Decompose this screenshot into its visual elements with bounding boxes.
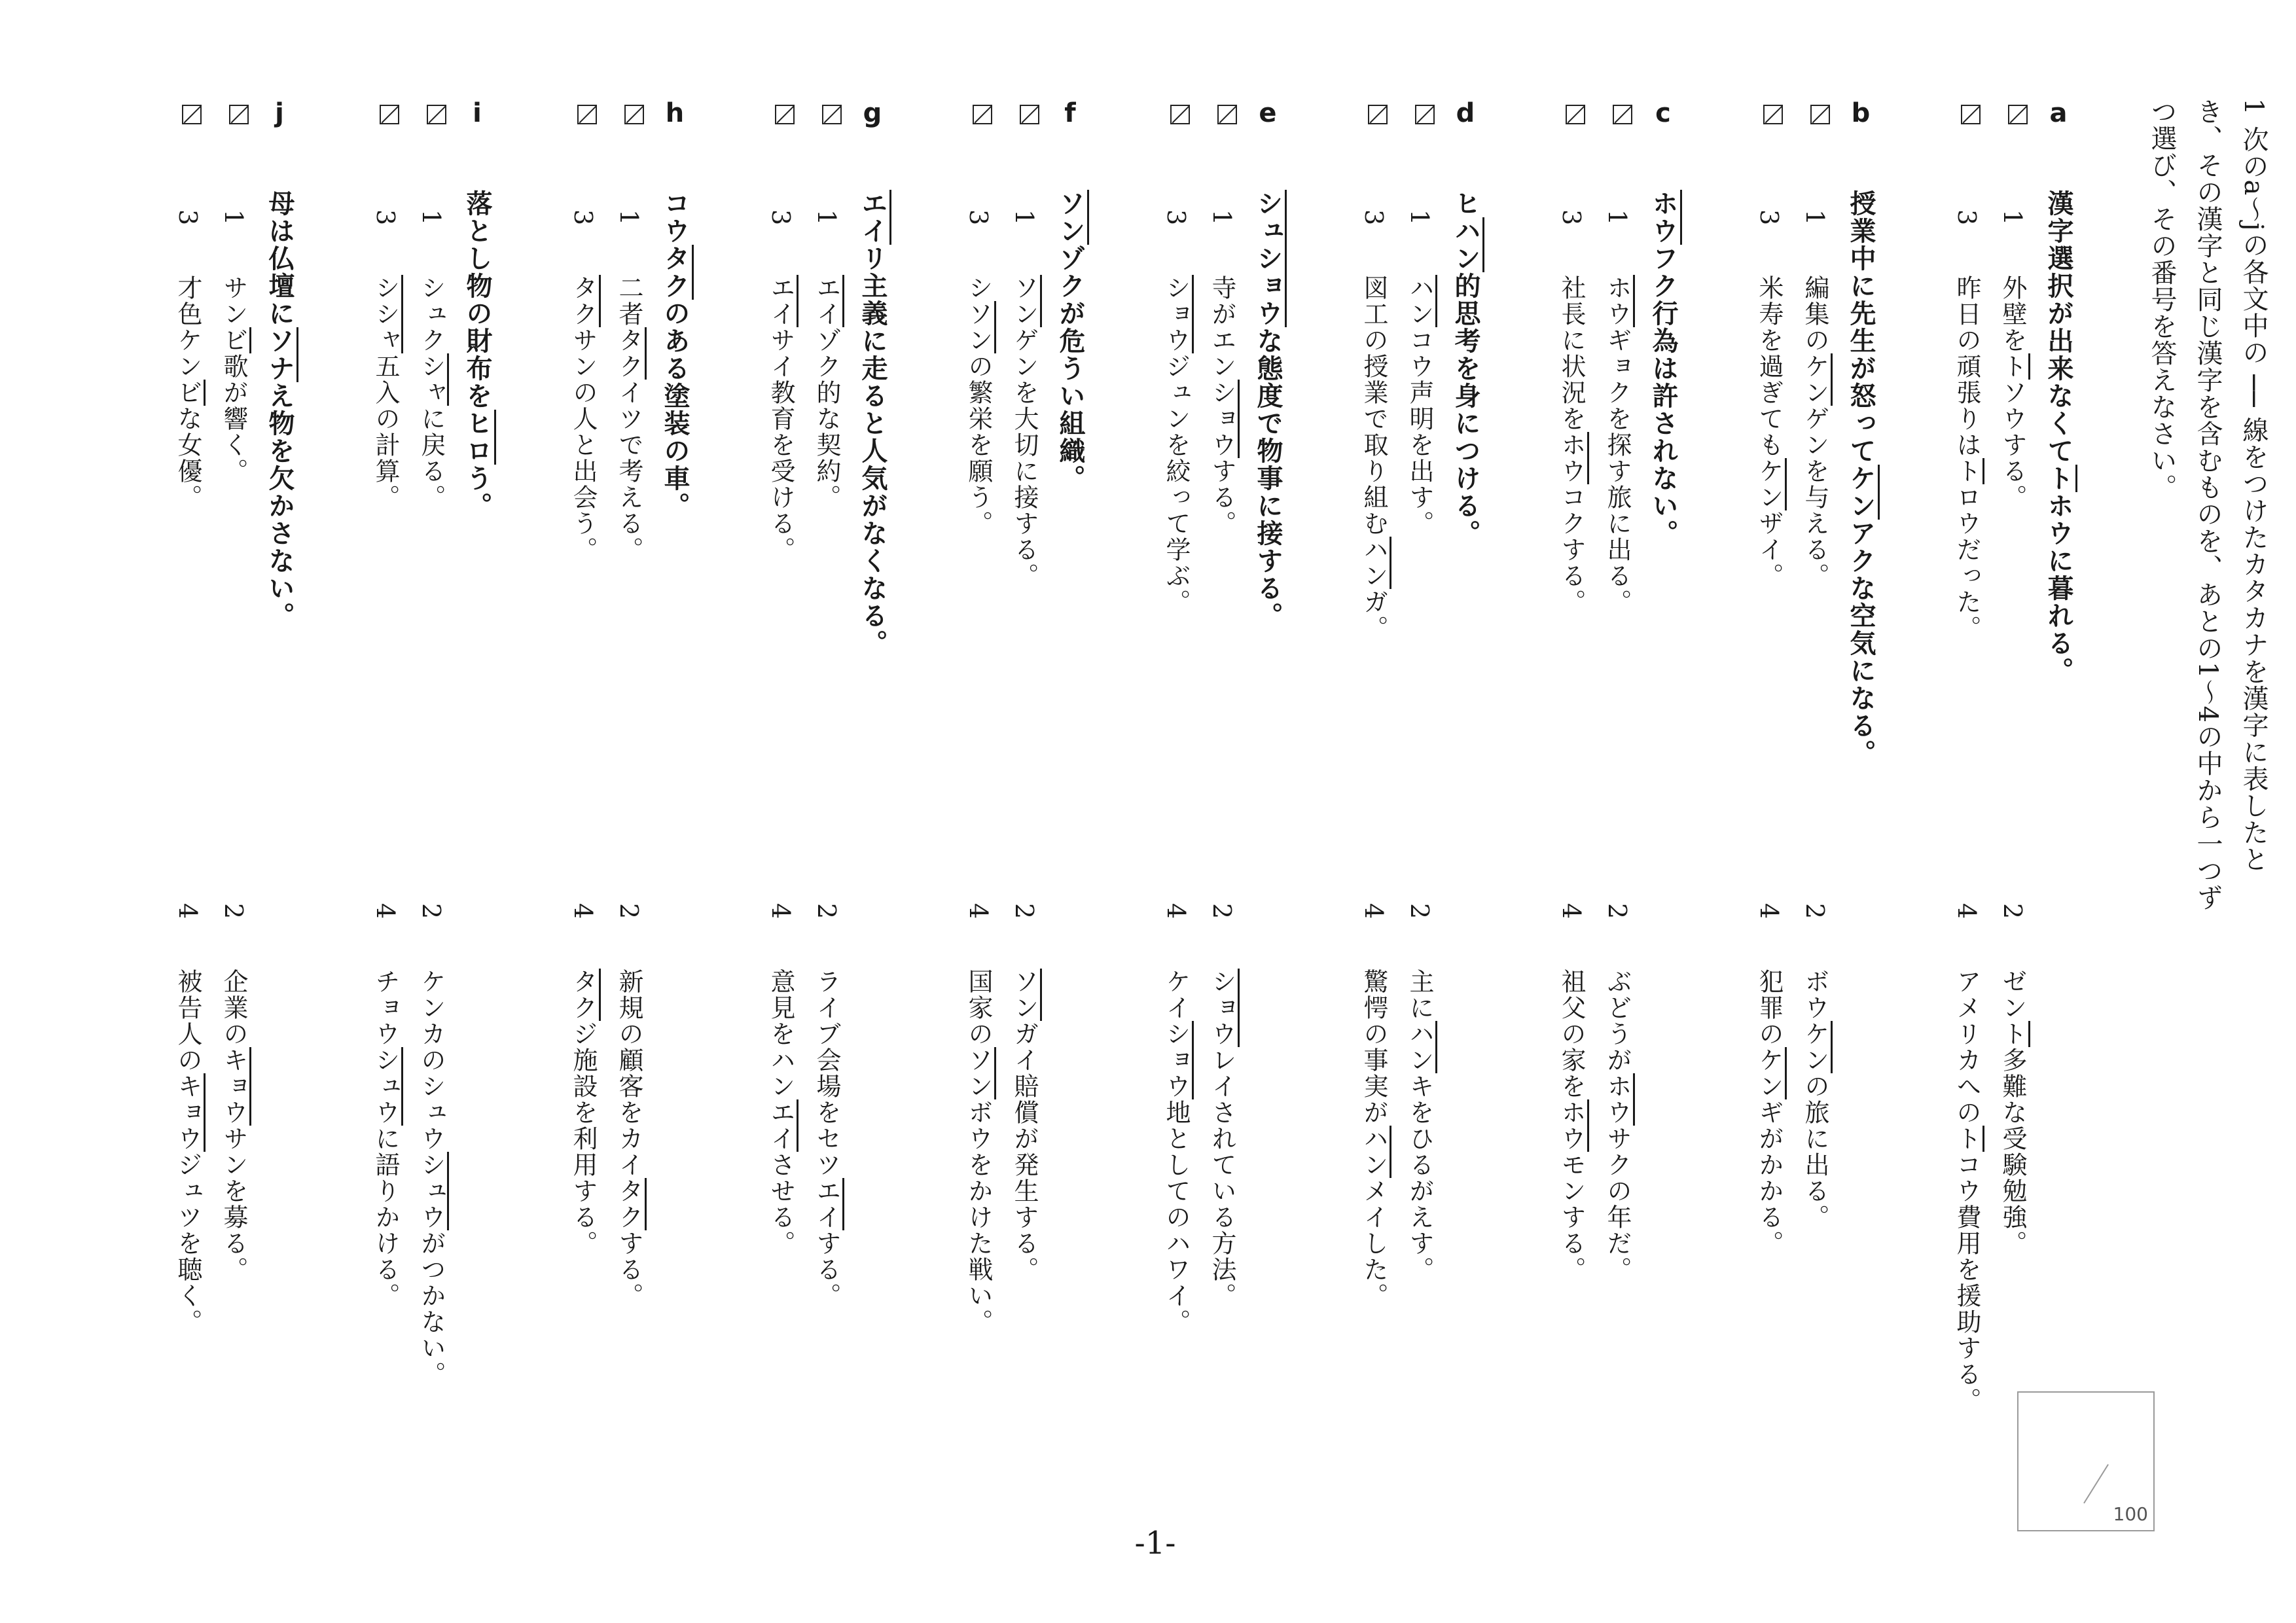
option-text: する。	[1208, 458, 1236, 537]
underlined-katakana: ソン	[1010, 969, 1042, 1021]
option-1[interactable]	[1588, 209, 1634, 798]
underlined-katakana: ハン	[1405, 275, 1437, 327]
options	[521, 209, 691, 1453]
question-header	[441, 98, 493, 183]
question-number: 1	[2238, 98, 2269, 116]
option-3[interactable]	[1937, 209, 1983, 798]
check-box-2[interactable]	[1566, 105, 1585, 124]
option-number: 2	[1405, 903, 1434, 921]
underlined-katakana: ビ	[219, 327, 251, 353]
score-max: 100	[2113, 1503, 2148, 1525]
underlined-katakana: ケン	[1755, 1047, 1787, 1099]
option-text: ソウする。	[1998, 380, 2027, 511]
underlined-katakana: エイ	[766, 275, 798, 327]
option-number: 4	[1162, 903, 1191, 921]
stem-text: 漢字選択が出来なくて	[2043, 190, 2074, 465]
question-header	[1429, 98, 1482, 183]
question-j	[126, 98, 296, 1407]
option-number: 2	[1208, 903, 1236, 921]
option-text: ジュツを聴く。	[173, 1152, 202, 1336]
option-text: に語りかける。	[371, 1126, 400, 1310]
option-text: 社長に状況を	[1557, 275, 1586, 433]
underlined-katakana: ソン	[964, 301, 996, 353]
option-text: アメリカへの	[1952, 969, 1981, 1126]
question-header	[243, 98, 296, 183]
stem-text: 母は仏壇に	[264, 190, 295, 327]
stem-text: アクな空気になる。	[1846, 520, 1876, 767]
option-1[interactable]	[1785, 209, 1831, 798]
option-text: 被告人の	[173, 969, 202, 1074]
option-number: 1	[1010, 209, 1039, 227]
stem-text: 落とし物の財布を	[462, 190, 493, 410]
stem-text: う。	[462, 465, 493, 520]
option-text: 歌が響く。	[219, 353, 248, 485]
option-text: サクの年だ。	[1603, 1126, 1632, 1283]
option-number: 3	[371, 209, 400, 227]
option-text: ゾク的な契約。	[812, 327, 841, 511]
option-4[interactable]	[1542, 903, 1588, 1492]
option-3[interactable]	[158, 209, 204, 798]
check-box-2[interactable]	[1763, 105, 1783, 124]
underlined-katakana: タク	[569, 969, 601, 1021]
question-letter: i	[473, 98, 482, 128]
option-number: 3	[569, 209, 598, 227]
underlined-katakana: ハン	[1359, 537, 1391, 589]
question-c	[1509, 98, 1679, 1407]
option-3[interactable]	[751, 209, 797, 798]
option-text: 企業の	[219, 969, 248, 1048]
underlined-katakana: タク	[569, 275, 601, 327]
option-number: 2	[1998, 903, 2027, 921]
option-3[interactable]	[1147, 209, 1193, 798]
option-text: させる。	[766, 1152, 795, 1257]
option-text: 国家の	[964, 969, 993, 1048]
underlined-katakana: ハン	[1359, 1126, 1391, 1178]
question-d	[1312, 98, 1482, 1407]
underlined-katakana: エイ	[812, 1178, 844, 1230]
option-text: シ	[964, 275, 993, 302]
question-i	[323, 98, 493, 1407]
underlined-katakana: ショウ	[1162, 1021, 1194, 1099]
option-3[interactable]	[1344, 209, 1390, 798]
option-number: 3	[173, 209, 202, 227]
option-number: 1	[1998, 209, 2027, 227]
option-2[interactable]	[995, 903, 1041, 1492]
question-letter: f	[1064, 98, 1076, 128]
option-text: ライブ会場をセツ	[812, 969, 841, 1179]
stem-text: フク行為は許されない。	[1648, 245, 1679, 547]
option-text: 米寿を過ぎても	[1755, 275, 1784, 459]
option-text: メイした。	[1359, 1178, 1388, 1310]
option-number: 2	[1010, 903, 1039, 921]
underlined-katakana: ケン	[1846, 465, 1880, 520]
option-number: 1	[1208, 209, 1236, 227]
underlined-katakana: ハン	[1405, 1021, 1437, 1073]
check-box-1[interactable]	[1415, 105, 1435, 124]
question-header	[2022, 98, 2075, 183]
option-text: コクする。	[1557, 484, 1586, 616]
underlined-katakana: ホウ	[1648, 190, 1682, 245]
underlined-katakana: シャ	[417, 353, 449, 406]
option-text: チョウ	[371, 969, 400, 1048]
question-g	[719, 98, 889, 1407]
option-text: レイされている方法。	[1208, 1047, 1236, 1310]
question-letter: e	[1259, 98, 1277, 128]
check-box-1[interactable]	[1217, 105, 1237, 124]
underlined-katakana: シュウ	[371, 1047, 403, 1126]
option-text: 驚愕の事実が	[1359, 969, 1388, 1126]
option-text: な女優。	[173, 406, 202, 511]
question-b	[1707, 98, 1877, 1407]
option-2[interactable]	[1588, 903, 1634, 1492]
option-number: 2	[219, 903, 248, 921]
option-number: 4	[1755, 903, 1784, 921]
check-box-2[interactable]	[775, 105, 795, 124]
underlined-katakana: ソン	[964, 1047, 996, 1099]
instruction-text: 次のa～jの各文中の ── 線をつけたカタカナを漢字に表したとき、その漢字と同じ漢字を含むものを、あとの1～4の中から一つずつ選び、その番号を答えなさい。	[2147, 98, 2269, 911]
option-number: 3	[1755, 209, 1784, 227]
check-box-1[interactable]	[427, 105, 446, 124]
underlined-katakana: シュウ	[417, 1152, 449, 1230]
option-text: ゲンを大切に接する。	[1010, 327, 1039, 590]
underlined-katakana: ヒロ	[462, 410, 496, 465]
option-number: 3	[964, 209, 993, 227]
option-text: 犯罪の	[1755, 969, 1784, 1048]
option-2[interactable]	[1785, 903, 1831, 1492]
check-box-2[interactable]	[973, 105, 992, 124]
option-text: 多難な受験勉強。	[1998, 1047, 2027, 1257]
option-text: ギョクを探す旅に出る。	[1603, 327, 1632, 616]
option-1[interactable]	[1983, 209, 2029, 798]
option-text: ゼン	[1998, 969, 2027, 1022]
option-text: ゲンを与える。	[1801, 406, 1829, 590]
question-h	[521, 98, 691, 1407]
underlined-katakana: ホウ	[1557, 432, 1589, 484]
option-number: 2	[417, 903, 446, 921]
underlined-katakana: キョウ	[173, 1073, 206, 1152]
check-box-1[interactable]	[624, 105, 644, 124]
option-4[interactable]	[1937, 903, 1983, 1492]
option-text: 祖父の家を	[1557, 969, 1586, 1100]
option-text: に戻る。	[417, 406, 446, 511]
option-text: ケイ	[1162, 969, 1191, 1022]
underlined-katakana: ト	[1998, 353, 2030, 380]
options	[1312, 209, 1482, 1453]
question-f	[916, 98, 1086, 1407]
option-number: 1	[417, 209, 446, 227]
option-4[interactable]	[1740, 903, 1785, 1492]
stem-text: え物を欠かさない。	[264, 382, 295, 630]
stem-text: リ主義に走ると人気がなくなる。	[857, 245, 888, 657]
option-number: 3	[1952, 209, 1981, 227]
option-number: 2	[1603, 903, 1632, 921]
option-4[interactable]	[1147, 903, 1193, 1492]
option-1[interactable]	[797, 209, 843, 798]
option-text: ジ施設を利用する。	[569, 1021, 598, 1257]
check-box-1[interactable]	[2008, 105, 2028, 124]
option-number: 1	[1405, 209, 1434, 227]
option-number: 1	[1801, 209, 1829, 227]
option-text: ボウをかけた戦い。	[964, 1099, 993, 1336]
option-text: シュク	[417, 275, 446, 354]
option-text: 昨日の頑張りは	[1952, 275, 1981, 459]
option-1[interactable]	[204, 209, 250, 798]
option-text: コウ声明を出す。	[1405, 327, 1434, 537]
check-box-2[interactable]	[577, 105, 597, 124]
underlined-katakana: ソナ	[264, 327, 298, 382]
stem-text: ヒ	[1450, 190, 1481, 217]
option-number: 3	[1557, 209, 1586, 227]
option-text: キをひるがえす。	[1405, 1073, 1434, 1283]
options	[323, 209, 493, 1453]
underlined-katakana: シュショウ	[1253, 190, 1287, 327]
option-text: 五入の計算。	[371, 353, 400, 511]
option-3[interactable]	[1740, 209, 1785, 798]
option-text: 才色ケン	[173, 275, 202, 380]
underlined-katakana: タク	[660, 245, 694, 300]
question-a	[1905, 98, 2075, 1414]
option-text: サン	[219, 275, 248, 328]
option-text: する。	[615, 1230, 643, 1310]
option-number: 1	[812, 209, 841, 227]
option-1[interactable]	[1193, 209, 1238, 798]
option-number: 2	[1801, 903, 1829, 921]
option-number: 4	[173, 903, 202, 921]
option-number: 1	[219, 209, 248, 227]
question-letter: h	[665, 98, 685, 128]
question-letter: d	[1456, 98, 1475, 128]
option-1[interactable]	[402, 209, 448, 798]
page-number: -1-	[1134, 1525, 1176, 1561]
option-4[interactable]	[158, 903, 204, 1492]
question-header	[1232, 98, 1284, 183]
stem-text: ゾクが危うい組織。	[1055, 245, 1086, 492]
option-text: 主に	[1405, 969, 1434, 1022]
underlined-katakana: ホウ	[1603, 275, 1635, 327]
option-4[interactable]	[356, 903, 402, 1492]
option-2[interactable]	[402, 903, 448, 1492]
option-text: 外壁を	[1998, 275, 2027, 354]
option-3[interactable]	[1542, 209, 1588, 798]
option-text: サンの人と出会う。	[569, 327, 598, 563]
underlined-katakana: ト	[1952, 1126, 1984, 1152]
underlined-katakana: ホウ	[1557, 1099, 1589, 1152]
question-letter: g	[863, 98, 882, 128]
underlined-katakana: ハン	[1450, 217, 1484, 272]
underlined-katakana: ショウ	[1208, 969, 1240, 1047]
option-2[interactable]	[204, 903, 250, 1492]
option-number: 4	[569, 903, 598, 921]
check-box-2[interactable]	[1368, 105, 1388, 124]
options	[1905, 209, 2075, 1453]
option-number: 3	[1359, 209, 1388, 227]
stem-text: コウ	[660, 190, 691, 245]
option-4[interactable]	[751, 903, 797, 1492]
underlined-katakana: ショウ	[1208, 380, 1240, 458]
option-text: ケンカのシュウ	[417, 969, 446, 1152]
underlined-katakana: ケン	[1801, 1021, 1833, 1073]
underlined-katakana: ト	[1952, 458, 1984, 484]
option-text: サンを募る。	[219, 1126, 248, 1283]
option-text: 二者	[615, 275, 643, 328]
option-number: 4	[964, 903, 993, 921]
options	[1509, 209, 1679, 1453]
option-number: 3	[766, 209, 795, 227]
question-header	[639, 98, 691, 183]
option-text: の繁栄を願う。	[964, 353, 993, 537]
stem-text: 的思考を身につける。	[1450, 272, 1481, 547]
underlined-katakana: シシャ	[371, 275, 403, 353]
check-box-1[interactable]	[822, 105, 842, 124]
option-4[interactable]	[949, 903, 995, 1492]
check-box-1[interactable]	[1020, 105, 1039, 124]
check-box-2[interactable]	[380, 105, 399, 124]
score-slash	[2083, 1464, 2109, 1503]
options	[126, 209, 296, 1453]
question-letter: j	[275, 98, 284, 128]
option-text: コウ費用を援助する。	[1952, 1152, 1981, 1414]
options	[916, 209, 1086, 1453]
option-number: 4	[1952, 903, 1981, 921]
check-box-1[interactable]	[229, 105, 249, 124]
question-letter: b	[1851, 98, 1871, 128]
question-letter: a	[2049, 98, 2068, 128]
option-text: 編集の	[1801, 275, 1829, 354]
check-box-2[interactable]	[1170, 105, 1190, 124]
options	[1707, 209, 1877, 1453]
option-3[interactable]	[356, 209, 402, 798]
option-number: 3	[1162, 209, 1191, 227]
underlined-katakana: ビ	[173, 380, 206, 406]
underlined-katakana: エイ	[857, 190, 891, 245]
option-1[interactable]	[600, 209, 645, 798]
option-number: 4	[1359, 903, 1388, 921]
option-number: 1	[1603, 209, 1632, 227]
option-text: ロウだった。	[1952, 484, 1981, 642]
underlined-katakana: ソン	[1010, 275, 1042, 327]
underlined-katakana: エイ	[766, 1099, 798, 1152]
underlined-katakana: ト	[1998, 1021, 2030, 1047]
stem-text: のある塗装の車。	[660, 300, 691, 520]
stem-text: ホウに暮れる。	[2043, 492, 2074, 685]
question-header	[1627, 98, 1679, 183]
underlined-katakana: ショウ	[1162, 275, 1194, 353]
underlined-katakana: タク	[615, 327, 647, 380]
option-4[interactable]	[554, 903, 600, 1492]
option-2[interactable]	[797, 903, 843, 1492]
question-letter: c	[1655, 98, 1671, 128]
underlined-katakana: ト	[2043, 465, 2077, 492]
check-box-1[interactable]	[1810, 105, 1830, 124]
option-text: 図工の授業で取り組む	[1359, 275, 1388, 537]
option-number: 1	[615, 209, 643, 227]
question-header	[1034, 98, 1086, 183]
underlined-katakana: ケン	[1801, 353, 1833, 406]
option-text: ガイ賠償が発生する。	[1010, 1021, 1039, 1283]
check-box-2[interactable]	[1961, 105, 1981, 124]
option-text: ザイ。	[1755, 510, 1784, 590]
option-text: イツで考える。	[615, 380, 643, 563]
instruction	[2139, 98, 2276, 916]
option-3[interactable]	[949, 209, 995, 798]
option-text: モンする。	[1557, 1152, 1586, 1283]
option-text: ジュンを絞って学ぶ。	[1162, 353, 1191, 616]
option-3[interactable]	[554, 209, 600, 798]
option-number: 4	[371, 903, 400, 921]
score-box[interactable]	[2017, 1391, 2155, 1531]
underlined-katakana: ケン	[1755, 458, 1787, 510]
option-text: 意見をハン	[766, 969, 795, 1100]
question-header	[836, 98, 889, 183]
option-number: 4	[766, 903, 795, 921]
option-text: 地としてのハワイ。	[1162, 1099, 1191, 1336]
option-2[interactable]	[1390, 903, 1436, 1492]
option-number: 2	[615, 903, 643, 921]
question-e	[1114, 98, 1284, 1407]
stem-text: な態度で物事に接する。	[1253, 327, 1283, 630]
options	[1114, 209, 1284, 1453]
option-text: ボウ	[1801, 969, 1829, 1022]
option-text: がつかない。	[417, 1230, 446, 1388]
option-text: の旅に出る。	[1801, 1073, 1829, 1231]
underlined-katakana: タク	[615, 1178, 647, 1230]
option-text: する。	[812, 1230, 841, 1310]
option-1[interactable]	[995, 209, 1041, 798]
option-text: ガ。	[1359, 589, 1388, 642]
underlined-katakana: ソン	[1055, 190, 1089, 245]
option-2[interactable]	[600, 903, 645, 1492]
underlined-katakana: キョウ	[219, 1047, 251, 1126]
option-number: 2	[812, 903, 841, 921]
underlined-katakana: ホウ	[1603, 1073, 1635, 1126]
option-2[interactable]	[1193, 903, 1238, 1492]
question-header	[1825, 98, 1877, 183]
underlined-katakana: エイ	[812, 275, 844, 327]
option-text: ギがかかる。	[1755, 1099, 1784, 1257]
check-box-2[interactable]	[182, 105, 202, 124]
options	[719, 209, 889, 1453]
option-text: ぶどうが	[1603, 969, 1632, 1074]
check-box-1[interactable]	[1613, 105, 1632, 124]
option-1[interactable]	[1390, 209, 1436, 798]
option-text: 新規の顧客をカイ	[615, 969, 643, 1179]
option-text: 寺がエン	[1208, 275, 1236, 380]
option-number: 4	[1557, 903, 1586, 921]
option-text: サイ教育を受ける。	[766, 327, 795, 563]
stem-text: 授業中に先生が怒って	[1846, 190, 1876, 465]
option-4[interactable]	[1344, 903, 1390, 1492]
